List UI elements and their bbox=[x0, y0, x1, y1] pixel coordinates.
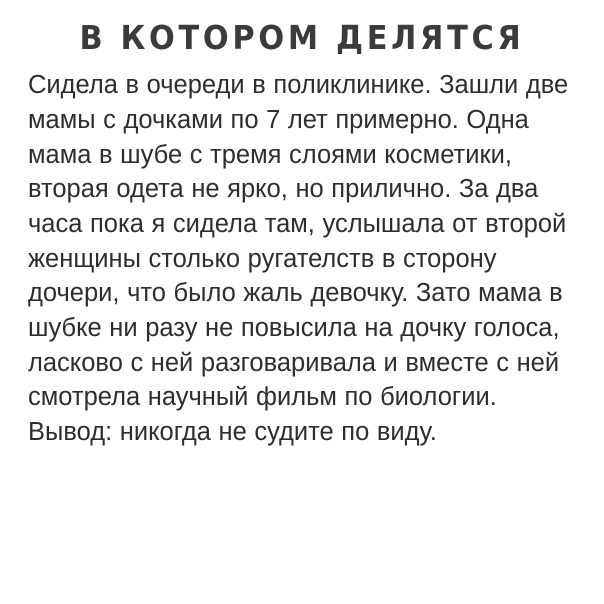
page-title: В КОТОРОМ ДЕЛЯТСЯ bbox=[79, 18, 525, 57]
post-body-paragraph: Сидела в очереди в поликлинике. Зашли две мамы с дочками по 7 лет примерно. Одна мама в шубе с тремя слоями косметики, вторая одета не ярко, но прилично. За два часа пока я сидела там, услышала от второй женщины столько ругателств в сторону дочери, что было жаль девочку. Зато мама в шубке ни разу не повысила на дочку голоса, ласково с ней разговаривала и вместе с ней смотрела научный фильм по биологии. Вывод: никогда не судите по виду. bbox=[28, 71, 569, 447]
post-body bbox=[26, 68, 578, 449]
